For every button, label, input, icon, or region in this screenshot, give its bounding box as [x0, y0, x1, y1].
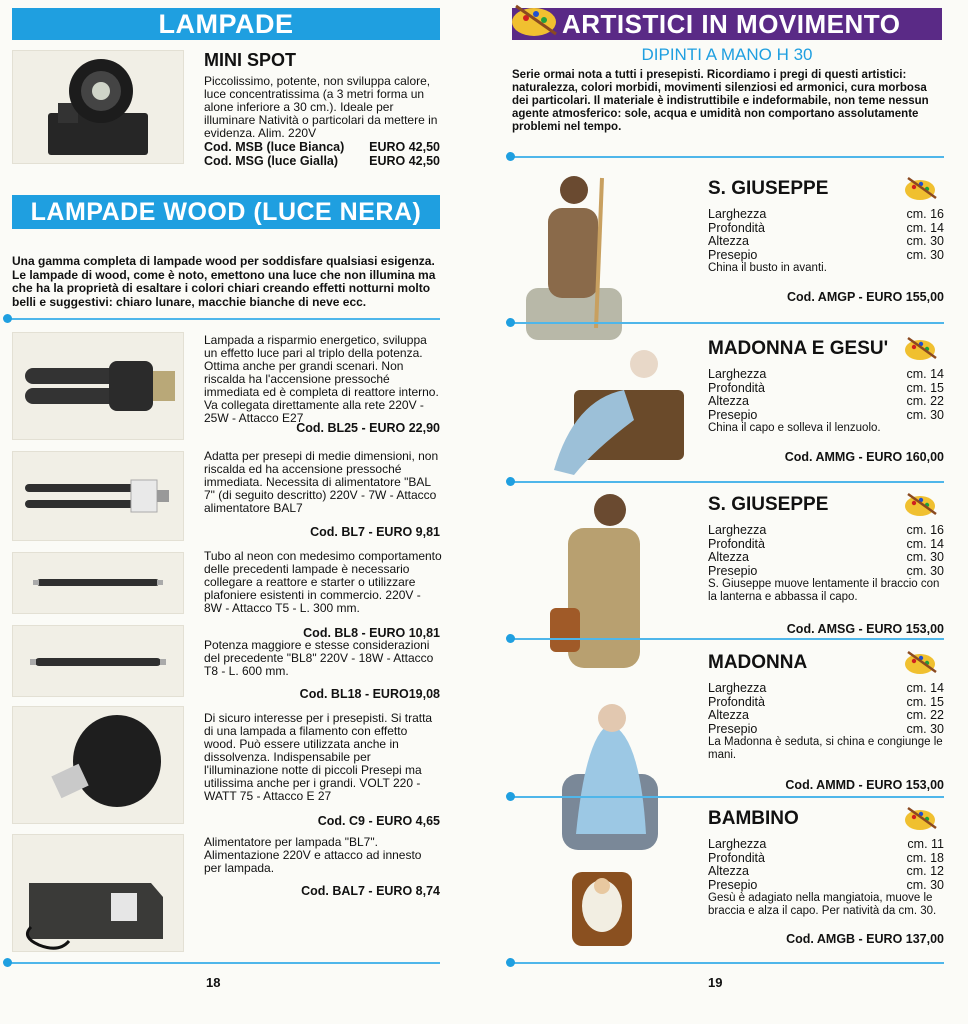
energy-bulb-image	[13, 333, 183, 439]
product-code: Cod. AMSG - EURO 153,00	[786, 622, 944, 636]
divider-dot	[506, 318, 515, 327]
bl25-desc: Lampada a risparmio energetico, sviluppa un effetto luce pari al triplo della potenza. Ottima anche per grandi scenari. Non riscalda ha l'accensione pressoché immediata ed è completa di reattore interno. Va collegata direttamente alla rete 220V - 25W - Attacco E27	[204, 333, 439, 425]
spec-label: Altezza	[708, 864, 749, 878]
spec-value: cm. 16	[906, 207, 944, 221]
section-divider	[512, 481, 944, 483]
spec-row	[708, 879, 944, 893]
divider-dot	[3, 314, 12, 323]
bl7-code: Cod. BL7 - EURO 9,81	[310, 525, 440, 539]
spec-row	[708, 852, 944, 866]
madonna-figure	[556, 694, 664, 854]
spec-row	[708, 208, 944, 222]
spec-row	[708, 368, 944, 382]
product-specs	[708, 682, 944, 762]
spec-label: Profondità	[708, 220, 765, 235]
spec-value: cm. 14	[906, 681, 944, 695]
spec-row	[708, 696, 944, 710]
spec-label: Profondità	[708, 380, 765, 395]
mini-spot-photo	[12, 50, 184, 164]
c9-desc: Di sicuro interesse per i presepisti. Si tratta di una lampada a filamento con effetto wood. Può essere utilizzata anche in dissolvenza. Indispensabile per l'illuminazione notte di piccoli Presepi ma utilissima anche per i grandi. VOLT 220 - WATT 75 - Attacco E 27	[204, 711, 433, 803]
product-note: La Madonna è seduta, si china e congiunge le mani.	[708, 736, 943, 761]
lampade-wood-banner: LAMPADE WOOD (LUCE NERA)	[12, 195, 440, 229]
c9-code: Cod. C9 - EURO 4,65	[317, 814, 440, 828]
spec-label: Presepio	[708, 407, 758, 422]
bl7-desc: Adatta per presepi di medie dimensioni, non riscalda ed ha accensione pressoché immediata. Necessita di alimentatore "BAL 7" (di seguito descritto) 220V - 7W - Attacco alimentatore BAL7	[204, 449, 439, 515]
spec-value: cm. 30	[906, 407, 944, 422]
spec-value: cm. 30	[906, 247, 944, 262]
spec-value: cm. 15	[906, 694, 944, 709]
hand-painted-icon	[902, 648, 940, 676]
bl8-desc: Tubo al neon con medesimo comportamento delle precedenti lampade è necessario collegare a reattore e starter o utilizzare plafoniere esistenti in commercio. 220V - 8W - Attacco T5 - L. 300 mm.	[204, 549, 442, 615]
spec-value: cm. 14	[906, 367, 944, 381]
product-code: Cod. AMGB - EURO 137,00	[786, 932, 944, 946]
product-code: Cod. AMGP - EURO 155,00	[787, 290, 944, 304]
mini-spot-title: MINI SPOT	[204, 50, 297, 70]
product-specs	[708, 524, 944, 604]
spec-row	[708, 395, 944, 409]
spec-label: Larghezza	[708, 681, 767, 695]
spec-row	[708, 865, 944, 879]
bal7-desc: Alimentatore per lampada "BL7". Alimentazione 220V e attacco ad innesto per lampada.	[204, 835, 422, 875]
bl8-photo	[12, 552, 184, 614]
product-note: China il capo e solleva il lenzuolo.	[708, 422, 881, 434]
artistici-subtitle: DIPINTI A MANO H 30	[641, 45, 813, 64]
divider-dot	[506, 958, 515, 967]
spec-value: cm. 22	[906, 708, 944, 722]
artistici-banner-title: ARTISTICI IN MOVIMENTO	[562, 9, 901, 39]
spec-label: Larghezza	[708, 207, 767, 221]
spec-label: Profondità	[708, 850, 765, 865]
spec-label: Presepio	[708, 247, 758, 262]
product-note: China il busto in avanti.	[708, 262, 827, 274]
hand-painted-icon	[902, 490, 940, 518]
code-price: EURO 42,50	[369, 153, 440, 168]
spec-value: cm. 30	[906, 550, 944, 564]
page-number-left: 18	[206, 975, 221, 990]
s-giuseppe-figure-1	[518, 168, 630, 344]
lampade-banner: LAMPADE	[12, 8, 440, 40]
spec-value: cm. 14	[906, 536, 944, 551]
spec-row	[708, 409, 944, 423]
wood-intro: Una gamma completa di lampade wood per soddisfare qualsiasi esigenza. Le lampade di wood, come è noto, emettono una luce che non illumina ma che ha la proprietà di esaltare i colori chiari creando effetti notturni molto belli e suggestivi: chiaro lunare, macchie bianche di neve ecc.	[12, 254, 436, 309]
page-number-right: 19	[708, 975, 723, 990]
spec-row	[708, 382, 944, 396]
spec-label: Presepio	[708, 721, 758, 736]
product-specs	[708, 208, 944, 275]
spec-label: Larghezza	[708, 523, 767, 537]
spec-label: Presepio	[708, 563, 758, 578]
divider-dot	[506, 152, 515, 161]
hand-painted-icon	[902, 334, 940, 362]
spec-row	[708, 723, 944, 737]
c9-photo	[12, 706, 184, 824]
section-divider	[512, 962, 944, 964]
spec-row	[708, 682, 944, 696]
section-divider	[8, 962, 440, 964]
spec-row	[708, 565, 944, 579]
palette-brush-icon	[508, 0, 568, 40]
section-divider	[512, 638, 944, 640]
spec-value: cm. 22	[906, 394, 944, 408]
bal7-photo	[12, 834, 184, 952]
spec-value: cm. 30	[906, 563, 944, 578]
spec-row	[708, 249, 944, 263]
spec-row	[708, 551, 944, 565]
power-supply-image	[13, 835, 183, 951]
hand-painted-icon	[902, 174, 940, 202]
mini-spot-image	[13, 51, 183, 163]
bal7-code: Cod. BAL7 - EURO 8,74	[301, 884, 440, 898]
mini-spot-codes	[204, 141, 440, 168]
spec-row	[708, 709, 944, 723]
bl18-photo	[12, 625, 184, 697]
bl25-photo	[12, 332, 184, 440]
code-row	[204, 141, 440, 155]
product-code: Cod. AMMD - EURO 153,00	[785, 778, 944, 792]
spec-value: cm. 11	[907, 837, 944, 851]
spec-row	[708, 235, 944, 249]
spec-value: cm. 18	[906, 850, 944, 865]
bambino-figure	[568, 862, 636, 950]
product-code: Cod. AMMG - EURO 160,00	[784, 450, 944, 464]
spec-label: Altezza	[708, 394, 749, 408]
divider-dot	[506, 634, 515, 643]
spec-label: Larghezza	[708, 837, 767, 851]
product-specs	[708, 838, 944, 918]
s-giuseppe-figure-2	[548, 488, 660, 680]
bl7-tube-image	[13, 452, 183, 540]
spec-label: Altezza	[708, 550, 749, 564]
spec-row	[708, 538, 944, 552]
product-title: BAMBINO	[708, 808, 799, 829]
spec-value: cm. 30	[906, 721, 944, 736]
mini-spot-desc: Piccolissimo, potente, non sviluppa calore, luce concentratissima (a 3 metri forma un alone inferiore a 30 cm.). Ideale per illuminare Natività o particolari da mettere in evidenza. Alim. 220V	[204, 74, 438, 140]
spec-row	[708, 524, 944, 538]
madonna-e-gesu-figure	[544, 340, 688, 480]
spec-label: Altezza	[708, 708, 749, 722]
bl18-desc: Potenza maggiore e stesse considerazioni del precedente "BL8" 220V - 18W - Attacco T8 - L. 600 mm.	[204, 638, 434, 678]
spec-value: cm. 16	[906, 523, 944, 537]
code-row	[204, 155, 440, 169]
code-label: Cod. MSB (luce Bianca)	[204, 140, 345, 154]
spec-label: Profondità	[708, 694, 765, 709]
artistici-intro: Serie ormai nota a tutti i presepisti. Ricordiamo i pregi di questi artistici: naturalezza, colori morbidi, movimenti silenziosi ed armonici, cura morbosa dei particolari. Il materiale è indistruttibile e indeformabile, non teme nessun agente atmosferico: sole, acqua e umidità non comportano assolutamente problemi nel tempo.	[512, 69, 929, 133]
section-divider	[512, 322, 944, 324]
code-label: Cod. MSG (luce Gialla)	[204, 153, 339, 168]
spec-label: Altezza	[708, 234, 749, 248]
hand-painted-icon	[902, 804, 940, 832]
artistici-banner	[512, 8, 942, 40]
wood-bulb-image	[13, 707, 183, 823]
bl8-tube-image	[13, 553, 183, 613]
spec-label: Profondità	[708, 536, 765, 551]
bl18-tube-image	[13, 626, 183, 696]
spec-value: cm. 15	[906, 380, 944, 395]
product-title: S. GIUSEPPE	[708, 494, 829, 515]
product-note: Gesù è adagiato nella mangiatoia, muove le braccia e alza il capo. Per natività da cm. 30.	[708, 892, 937, 917]
product-specs	[708, 368, 944, 435]
section-divider	[512, 156, 944, 158]
bl18-code: Cod. BL18 - EURO19,08	[299, 687, 440, 701]
spec-value: cm. 14	[906, 220, 944, 235]
product-title: S. GIUSEPPE	[708, 178, 829, 199]
section-divider	[8, 318, 440, 320]
spec-row	[708, 222, 944, 236]
bl8-code: Cod. BL8 - EURO 10,81	[303, 626, 440, 640]
spec-value: cm. 30	[906, 877, 944, 892]
code-price: EURO 42,50	[369, 140, 440, 154]
section-divider	[512, 796, 944, 798]
divider-dot	[506, 792, 515, 801]
product-title: MADONNA	[708, 652, 808, 673]
bl7-photo	[12, 451, 184, 541]
spec-label: Presepio	[708, 877, 758, 892]
spec-value: cm. 30	[906, 234, 944, 248]
product-note: S. Giuseppe muove lentamente il braccio con la lanterna e abbassa il capo.	[708, 578, 940, 603]
spec-row	[708, 838, 944, 852]
divider-dot	[506, 477, 515, 486]
spec-value: cm. 12	[906, 864, 944, 878]
product-title: MADONNA E GESU'	[708, 338, 889, 359]
spec-label: Larghezza	[708, 367, 767, 381]
divider-dot	[3, 958, 12, 967]
bl25-code: Cod. BL25 - EURO 22,90	[296, 421, 440, 435]
